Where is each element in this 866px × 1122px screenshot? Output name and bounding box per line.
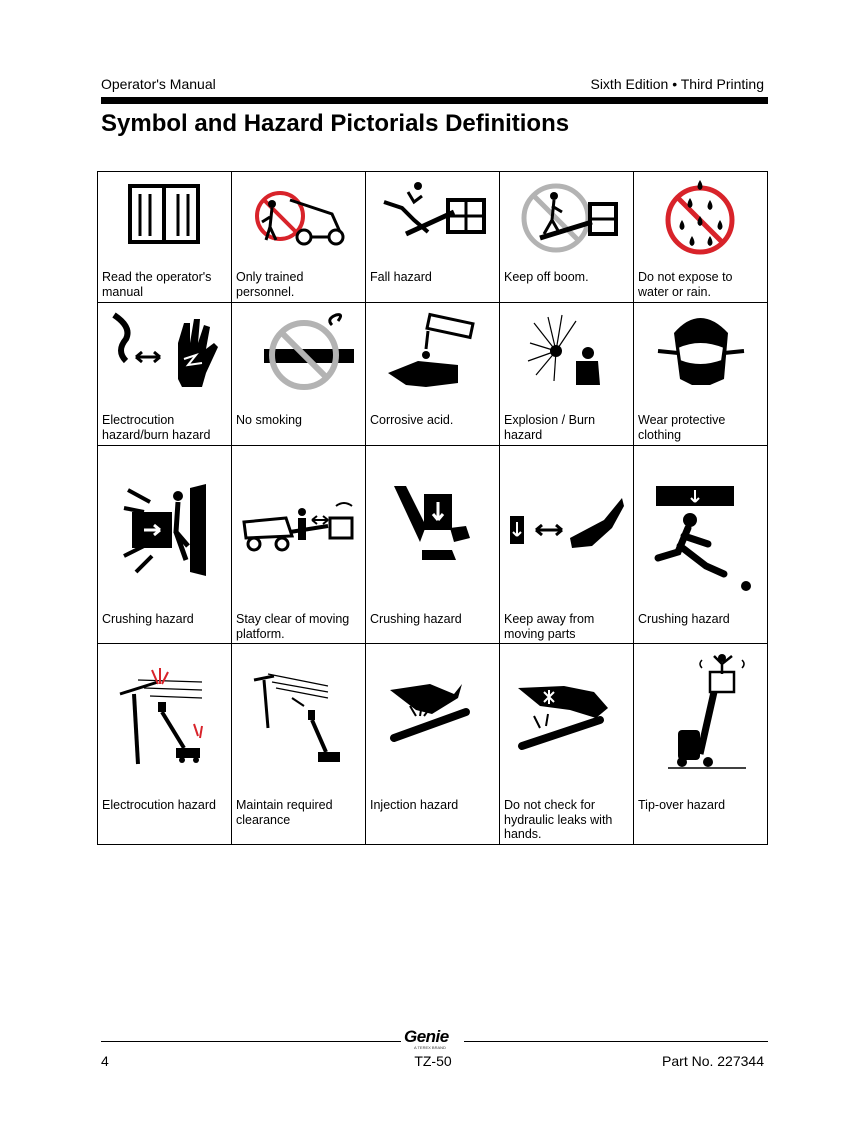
clearance-icon — [232, 644, 365, 784]
symbol-cell — [366, 172, 500, 303]
symbol-cell — [98, 446, 232, 644]
header-rule — [101, 97, 768, 104]
keep-off-boom-icon — [500, 172, 633, 267]
symbol-caption: Only trained personnel. — [236, 270, 304, 299]
page-number: 4 — [101, 1053, 109, 1069]
symbol-caption: No smoking — [236, 413, 302, 427]
power-line-icon — [98, 644, 231, 784]
part-number: Part No. 227344 — [662, 1053, 764, 1069]
injection-icon — [366, 644, 499, 784]
symbol-caption: Do not check for hydraulic leaks with hands. — [504, 798, 613, 841]
falling-object-icon — [634, 446, 767, 596]
explosion-icon — [500, 303, 633, 408]
symbol-caption: Wear protective clothing — [638, 413, 726, 442]
symbol-caption: Electrocution hazard — [102, 798, 216, 812]
symbol-cell — [366, 303, 500, 446]
symbol-cell — [366, 644, 500, 845]
symbol-caption: Crushing hazard — [102, 612, 194, 626]
symbol-cell — [366, 446, 500, 644]
moving-platform-icon — [232, 446, 365, 596]
manual-icon — [98, 172, 231, 267]
symbol-caption: Injection hazard — [370, 798, 459, 812]
symbol-cell — [500, 172, 634, 303]
symbol-caption: Keep away from moving parts — [504, 612, 595, 641]
symbol-cell — [634, 644, 768, 845]
symbol-cell — [232, 172, 366, 303]
header-manual-title: Operator's Manual — [101, 76, 216, 92]
symbol-cell — [500, 303, 634, 446]
symbol-caption: Fall hazard — [370, 270, 432, 284]
symbol-caption: Stay clear of moving platform. — [236, 612, 350, 641]
symbol-caption: Keep off boom. — [504, 270, 589, 284]
symbol-cell — [500, 446, 634, 644]
symbol-cell — [500, 644, 634, 845]
symbol-caption: Tip-over hazard — [638, 798, 726, 812]
protective-clothing-icon — [634, 303, 767, 408]
trained-personnel-icon — [232, 172, 365, 267]
tip-over-icon — [634, 644, 767, 784]
symbol-caption: Corrosive acid. — [370, 413, 454, 427]
symbol-cell — [634, 303, 768, 446]
footer-rule-right — [464, 1041, 768, 1042]
symbol-caption: Maintain required clearance — [236, 798, 333, 827]
symbol-caption: Read the operator's manual — [102, 270, 212, 299]
fall-hazard-icon — [366, 172, 499, 267]
page-title: Symbol and Hazard Pictorials Definitions — [101, 110, 570, 137]
symbol-cell — [634, 172, 768, 303]
symbols-table — [97, 171, 768, 845]
symbol-cell — [98, 644, 232, 845]
symbol-cell — [232, 303, 366, 446]
symbol-cell — [232, 446, 366, 644]
genie-logo: Genie — [404, 1027, 449, 1046]
symbol-cell — [634, 446, 768, 644]
crushing-hand-icon — [366, 446, 499, 596]
logo-tagline: A TEREX BRAND — [414, 1045, 446, 1050]
symbol-cell — [98, 172, 232, 303]
symbol-caption: Explosion / Burn hazard — [504, 413, 596, 442]
hydraulic-leak-icon — [500, 644, 633, 784]
model-name: TZ-50 — [414, 1053, 452, 1069]
symbol-caption: Do not expose to water or rain. — [638, 270, 733, 299]
corrosive-acid-icon — [366, 303, 499, 408]
crushing-hazard-icon — [98, 446, 231, 596]
moving-parts-icon — [500, 446, 633, 596]
electrocution-burn-icon — [98, 303, 231, 408]
symbol-caption: Electrocution hazard/burn hazard — [102, 413, 211, 442]
no-water-icon — [634, 172, 767, 267]
footer-rule-left — [101, 1041, 401, 1042]
symbol-cell — [232, 644, 366, 845]
symbol-cell — [98, 303, 232, 446]
no-smoking-icon — [232, 303, 365, 408]
header-edition: Sixth Edition • Third Printing — [590, 76, 764, 92]
symbol-caption: Crushing hazard — [638, 612, 730, 626]
symbol-caption: Crushing hazard — [370, 612, 462, 626]
